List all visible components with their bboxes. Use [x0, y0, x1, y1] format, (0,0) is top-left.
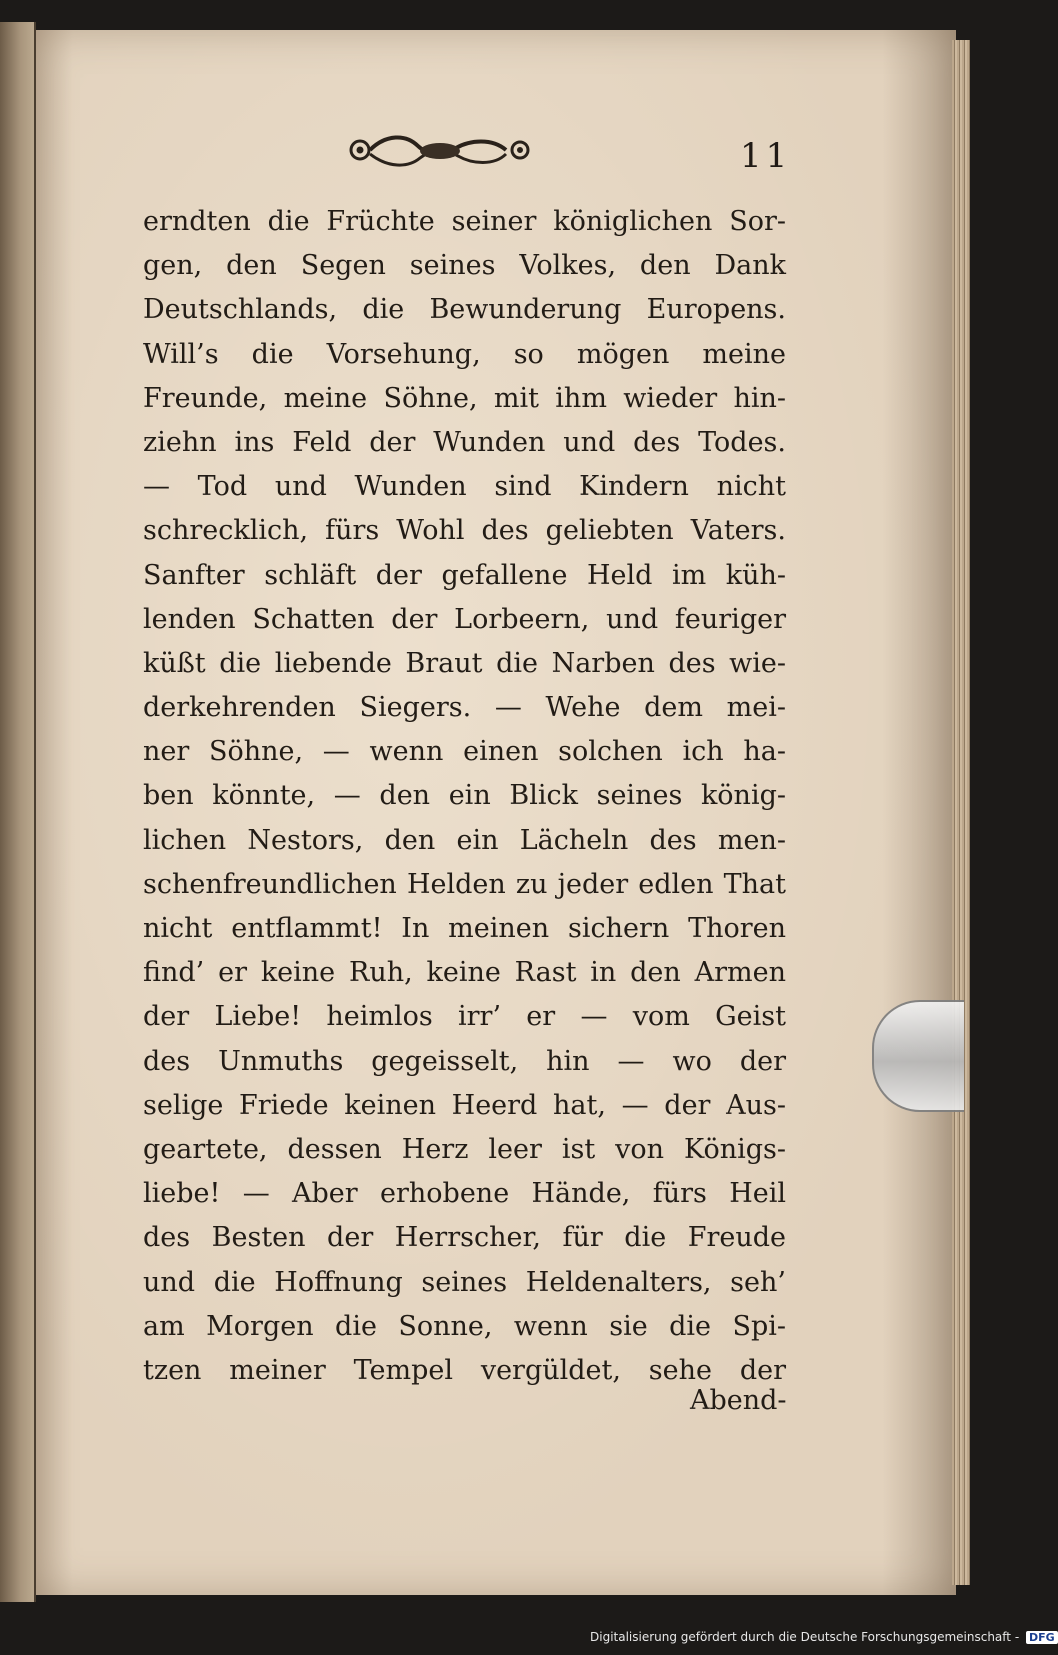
text-line: geartete, dessen Herz leer ist von Königs‑ — [143, 1133, 786, 1165]
text-line: ziehn ins Feld der Wunden und des Todes. — [143, 426, 786, 458]
text-line: des Unmuths gegeisselt, hin — wo der — [143, 1045, 786, 1077]
text-line: küßt die liebende Braut die Narben des wie‑ — [143, 647, 786, 679]
credit-text: Digitalisierung gefördert durch die Deutsche Forschungsgemeinschaft - — [590, 1630, 1020, 1644]
text-line: der Liebe! heimlos irr’ er — vom Geist — [143, 1001, 786, 1033]
page-block-edge — [952, 40, 970, 1585]
text-line: nicht entflammt! In meinen sichern Thoren — [143, 913, 786, 944]
digitization-credit — [590, 1630, 1058, 1644]
text-line: Will’s die Vorsehung, so mögen meine — [143, 338, 786, 370]
text-line: — Tod und Wunden sind Kindern nicht — [143, 471, 786, 503]
page-number: 11 — [740, 136, 792, 176]
text-line: gen, den Segen seines Volkes, den Dank — [143, 250, 786, 282]
catchword: Abend‑ — [690, 1385, 787, 1416]
text-line: schenfreundlichen Helden zu jeder edlen That — [143, 868, 786, 900]
text-line: Freunde, meine Söhne, mit ihm wieder hin‑ — [143, 382, 786, 414]
text-line: Sanfter schläft der gefallene Held im küh‑ — [143, 559, 786, 591]
left-page-edge — [0, 22, 36, 1602]
text-line: am Morgen die Sonne, wenn sie die Spi‑ — [143, 1310, 786, 1342]
text-line: ner Söhne, — wenn einen solchen ich ha‑ — [143, 736, 786, 768]
dfg-logo: DFG — [1026, 1631, 1058, 1644]
text-line: erndten die Früchte seiner königlichen Sor‑ — [143, 206, 786, 237]
text-line: find’ er keine Ruh, keine Rast in den Armen — [143, 957, 786, 989]
text-line: und die Hoffnung seines Heldenalters, seh’ — [143, 1266, 786, 1298]
text-line: des Besten der Herrscher, für die Freude — [143, 1222, 786, 1254]
page-holder-clip — [872, 1000, 964, 1112]
text-line: ben könnte, — den ein Blick seines könig‑ — [143, 780, 786, 812]
printer-ornament-icon — [346, 128, 536, 174]
text-line: Deutschlands, die Bewunderung Europens. — [143, 294, 786, 326]
text-line: tzen meiner Tempel vergüldet, sehe der — [143, 1354, 786, 1386]
text-line: selige Friede keinen Heerd hat, — der Aus‑ — [143, 1089, 786, 1121]
text-line: lichen Nestors, den ein Lächeln des men‑ — [143, 824, 786, 856]
text-line: liebe! — Aber erhobene Hände, fürs Heil — [143, 1178, 786, 1210]
body-text — [143, 200, 786, 1393]
text-line: schrecklich, fürs Wohl des geliebten Vaters. — [143, 515, 786, 547]
text-line: lenden Schatten der Lorbeern, und feuriger — [143, 603, 786, 635]
text-line: derkehrenden Siegers. — Wehe dem mei‑ — [143, 692, 786, 724]
